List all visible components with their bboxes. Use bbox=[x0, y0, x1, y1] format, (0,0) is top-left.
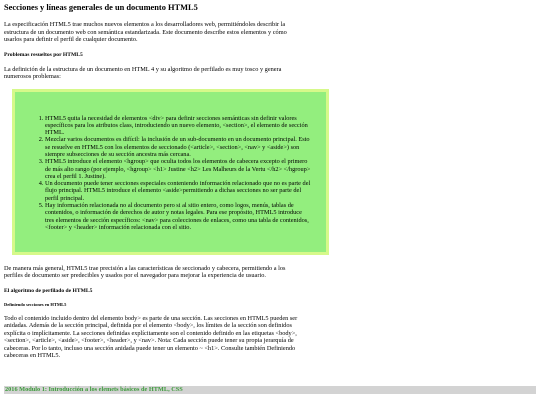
problems-box bbox=[12, 89, 329, 255]
list-item: 4. Un documento puede tener secciones especiales conteniendo información relacionado que no es parte del flujo principal. HTML5 introduce el elemento <aside>permitiendo a dichas secciones no ser parte del perfil principal. bbox=[45, 180, 312, 202]
algorithm-heading: El algoritmo de perfilado de HTML5 bbox=[4, 287, 93, 294]
document-body bbox=[4, 3, 311, 368]
problems-heading: Problemas resueltos por HTML5 bbox=[4, 51, 83, 58]
sections-heading: Definiendo secciones en HTML5 bbox=[4, 301, 67, 307]
sections-paragraph: Todo el contenido incluido dentro del elemento body> es parte de una sección. Las secciones en HTML5 pueden ser anidadas. Además de la sección principal, definida por el elemento <body>, los límites de la sección son definidos explícita o implícitamente. La secciones definidas explícitamente son el contenido definido en las etiquetas <body>, <section>, <article>, <aside>, <footer>, <header>, y <nav>. Nota: Cada sección puede tener su propia jerarquía de cabeceras. Por lo tanto, incluso una sección anidada puede tener un elemento ~ <h1>. Consulte también Definiendo cabeceras en HTML5. bbox=[4, 314, 298, 359]
problems-intro: La definición de la estructura de un documento en HTML 4 y su algoritmo de perfilado es muy tosco y genera numerosos problemas: bbox=[4, 65, 282, 80]
footer-bar: 2016 Modulo 1: Introducción a los elemets básicos de HTML, CSS bbox=[4, 386, 536, 394]
list-item: 5. Hay información relacionada no al documento pero si al sitio entero, como logos, menús, tablas de contenidos, o información de derechos de autor y notas legales. Para ese propósito, HTML5 introduce tres elementos de sección específicos: <nav> para colecciones de enlaces, como una tabla de contenidos, <footer> y <header> información relacionada con el sitio. bbox=[45, 202, 312, 231]
summary-paragraph: De manera más general, HTML5 trae precisión a las características de seccionado y cabecera, permitiendo a los perfiles de documento ser predecibles y usados por el navegador para mejorar la experiencia de usuario. bbox=[4, 264, 286, 279]
intro-paragraph: La especificación HTML5 trae muchos nuevos elementos a los desarrolladores web, permitiéndoles describir la estructura de un documento web con semántica estandarizada. Este documento describe estos elementos y cómo usarlos para definir el perfil de cualquier documento. bbox=[4, 21, 287, 43]
list-item: 2. Mezclar varios documentos es difícil: la inclusión de un sub-documento en un documento principal. Esto se resuelve en HTML5 con los elementos de seccionado (<article>, <section>, <nav> y <aside>) son siempre subsecciones de su sección ancestra más cercana. bbox=[45, 136, 312, 158]
problems-list bbox=[35, 115, 312, 232]
page-title: Secciones y líneas generales de un documento HTML5 bbox=[4, 3, 198, 12]
list-item: 3. HTML5 introduce el elemento <hgroup> que oculta todos los elementos de cabecera excepto el primero de más alto rango (por ejemplo, <hgroup> <h1> Justine <h2> Les Malheurs de la Vertu </h2> </hgroup> crea el perfil 1. Justine). bbox=[45, 158, 312, 180]
list-item: 1. HTML5 quita la necesidad de elementos <div> para definir secciones semánticas sin definir valores específicos para los atributos class, introduciendo un nuevo elemento, <section>, el elemento de sección HTML. bbox=[45, 115, 312, 137]
